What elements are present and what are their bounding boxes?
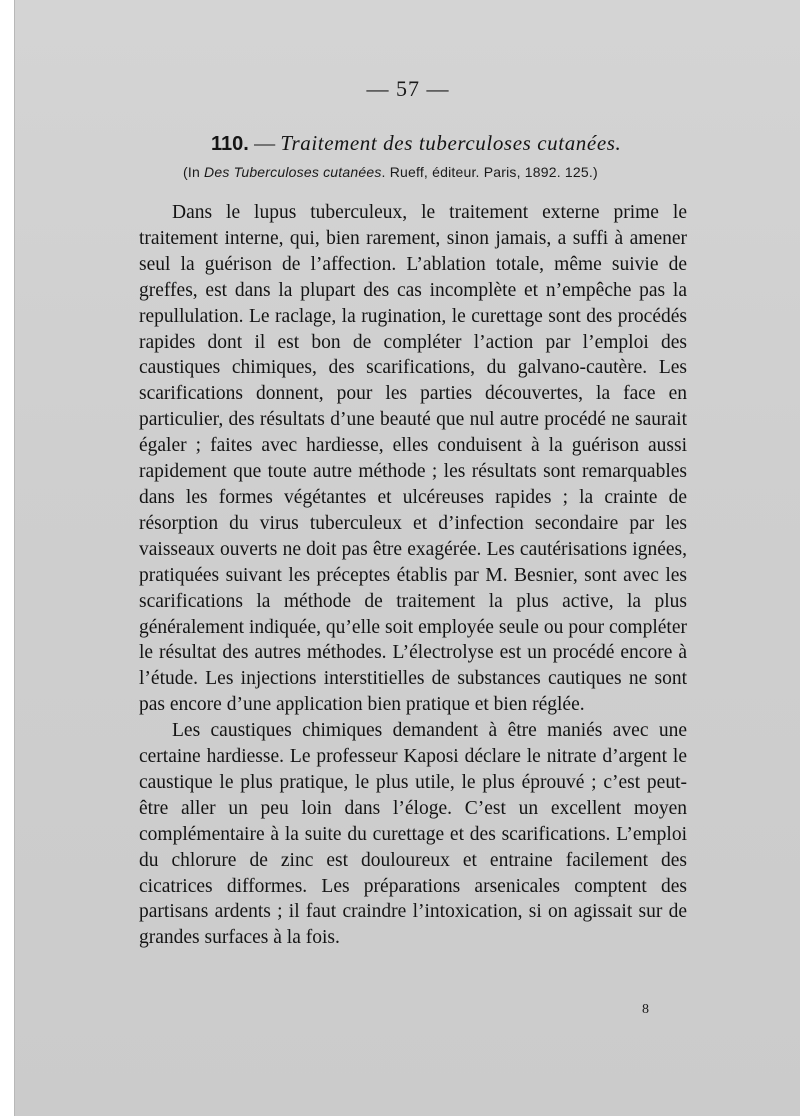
citation-open: (In bbox=[183, 164, 205, 180]
citation-work-title: Des Tuberculoses cutanées bbox=[204, 164, 382, 180]
page-number: — 57 — bbox=[366, 76, 450, 101]
book-page bbox=[14, 0, 800, 1116]
section-number: 110. bbox=[211, 133, 249, 155]
signature-mark: 8 bbox=[642, 1002, 649, 1017]
section-heading bbox=[211, 131, 621, 156]
citation bbox=[183, 164, 598, 180]
citation-publisher: . Rueff, éditeur. Paris, 1892. 125.) bbox=[381, 164, 598, 180]
section-dash: — bbox=[248, 131, 281, 155]
paragraph-lupus-treatment: Dans le lupus tuberculeux, le traitement externe prime le traitement interne, qui, bien rarement, sinon jamais, a suffi à amener seul la guérison de l’affection. L’ablation totale, même suivie de greffes, est dans la plupart des cas incomplète et n’empêche pas la repullulation. Le raclage, la rugination, le curettage sont des procédés rapides dont il est bon de compléter l’action par l’emploi des caustiques chimiques, des scarifications, du galvano-cautère. Les scarifications donnent, pour les parties découvertes, la face en particulier, des résultats d’une beauté que nul autre procédé ne saurait égaler ; faites avec hardiesse, elles conduisent à la guérison aussi rapidement que toute autre méthode ; les résultats sont remarquables dans les formes végétantes et ulcéreuses rapides ; la crainte de résorption du virus tuberculeux et d’infection secondaire par les vaisseaux ouverts ne doit pas être exagérée. Les cautérisations ignées, pratiquées suivant les préceptes établis par M. Besnier, sont avec les scarifications la méthode de traitement la plus active, la plus généralement indiquée, qu’elle soit employée seule ou pour compléter le résultat des autres méthodes. L’électrolyse est un procédé encore à l’étude. Les injections interstitielles de substances cautiques ne sont pas encore d’une application bien pratique et bien réglée. bbox=[139, 202, 687, 716]
paragraph-chemical-caustics: Les caustiques chimiques demandent à être maniés avec une certaine hardiesse. Le professeur Kaposi déclare le nitrate d’argent le caustique le plus pratique, le plus utile, le plus éprouvé ; c’est peut-être aller un peu loin dans l’éloge. C’est un excellent moyen complémentaire à la suite du curettage et des scarifications. L’emploi du chlorure de zinc est douloureux et entraine facilement des cicatrices difformes. Les préparations arsenicales comptent des partisans ardents ; il faut craindre l’intoxication, si on agissait sur de grandes surfaces à la fois. bbox=[139, 720, 687, 949]
section-title: Traitement des tuberculoses cutanées. bbox=[280, 131, 622, 155]
body-text bbox=[139, 200, 687, 951]
